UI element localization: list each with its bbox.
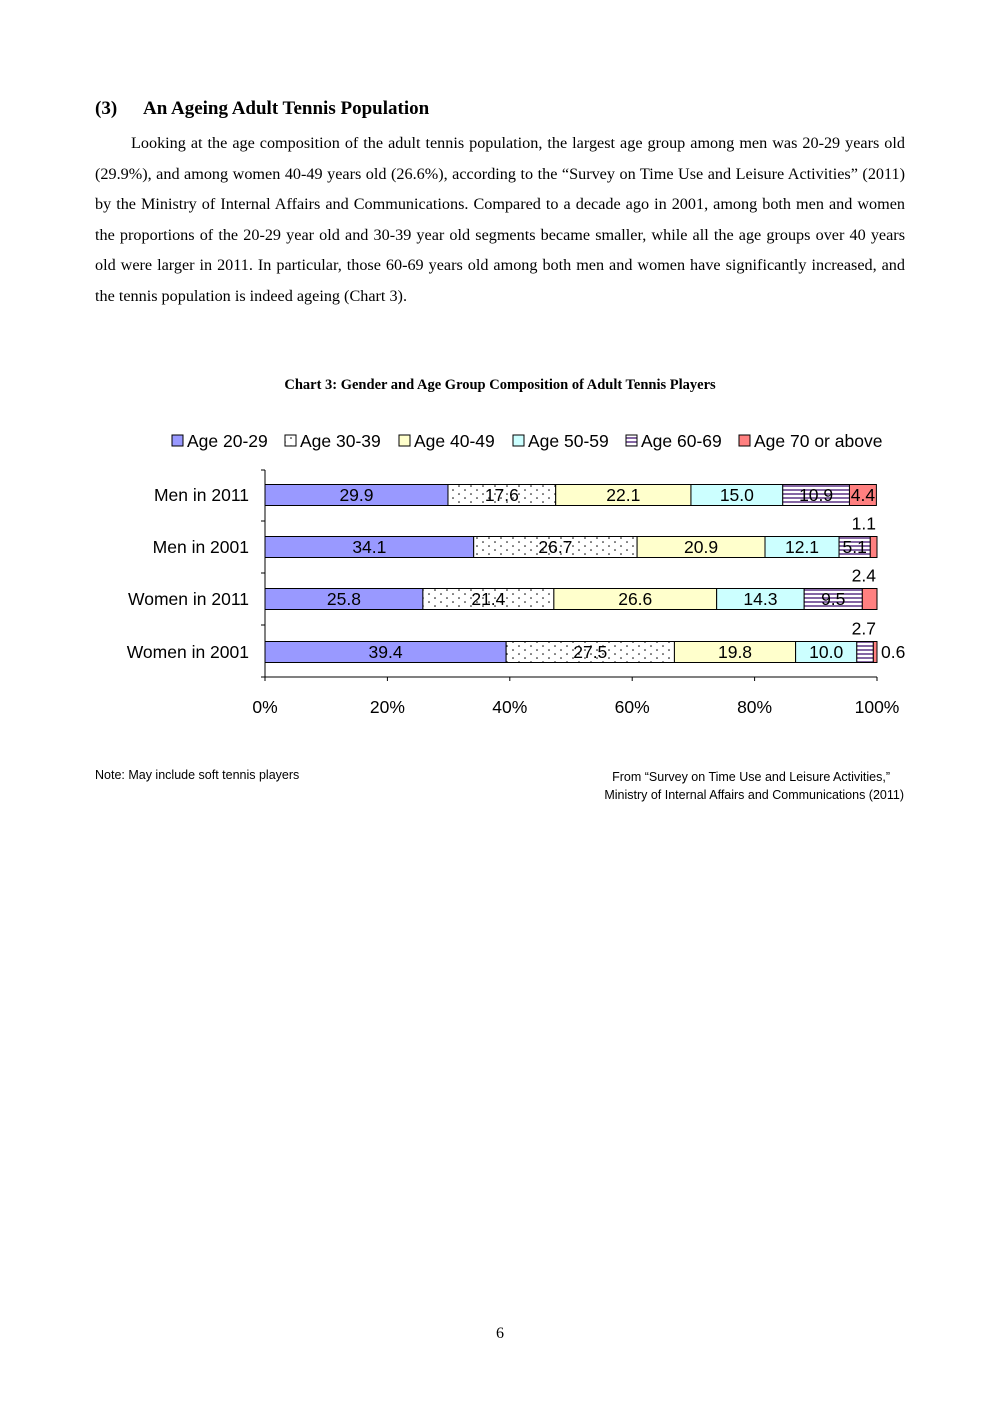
body-paragraph-text: Looking at the age composition of the adult tennis population, the largest age group among men was 20-29 years old (29.9%), and among women 40-49 years old (26.6%), according to the “Survey on Time Use and Leisure Activities” (2011) by the Ministry of Internal Affairs and Communications. Compared to a decade ago in 2001, among both men and women the proportions of the 20-29 year old and 30-39 year old segments became smaller, while all the age groups over 40 years old were larger in 2011. In particular, those 60-69 years old among both men and women have significantly increased, and the tennis population is indeed ageing (Chart 3). — [95, 134, 905, 305]
data-label-age-40-49-women-in-2011: 26.6 — [618, 589, 653, 609]
legend-swatch-age-70-or-above — [739, 435, 750, 446]
page-number: 6 — [496, 1325, 504, 1342]
data-label-age-20-29-women-in-2011: 25.8 — [326, 589, 361, 609]
chart-note: Note: May include soft tennis players — [95, 768, 300, 782]
category-label-men-in-2001: Men in 2001 — [152, 537, 249, 557]
x-tick-label: 60% — [614, 697, 650, 717]
body-paragraph — [95, 128, 905, 311]
x-tick-label: 80% — [737, 697, 773, 717]
legend-label-age-50-59: Age 50-59 — [528, 431, 609, 451]
data-label-age-20-29-women-in-2001: 39.4 — [368, 642, 403, 662]
chart-title: Chart 3: Gender and Age Group Composition of Adult Tennis Players — [284, 377, 716, 393]
data-label-age-30-39-men-in-2001: 26.7 — [538, 537, 573, 557]
data-label-age-60-69-women-in-2011: 9.5 — [821, 589, 846, 609]
legend-swatch-age-40-49 — [399, 435, 410, 446]
data-label-age-20-29-men-in-2001: 34.1 — [352, 537, 387, 557]
legend-swatch-age-20-29 — [172, 435, 183, 446]
legend-swatch-age-60-69 — [626, 435, 637, 446]
data-label-age-50-59-men-in-2001: 12.1 — [784, 537, 820, 557]
chart-legend — [172, 431, 882, 451]
data-label-age-70-or-above-women-in-2011: 2.4 — [851, 565, 876, 586]
data-label-age-70-or-above-men-in-2001: 1.1 — [851, 513, 876, 534]
stacked-bar-chart — [0, 420, 1000, 730]
legend-swatch-age-30-39 — [285, 435, 296, 446]
bar-age-70-or-above-men-in-2001 — [870, 537, 877, 558]
data-label-age-40-49-men-in-2011: 22.1 — [606, 485, 641, 505]
bar-age-70-or-above-women-in-2011 — [862, 589, 877, 610]
legend-label-age-70-or-above: Age 70 or above — [754, 431, 883, 451]
legend-label-age-40-49: Age 40-49 — [414, 431, 495, 451]
data-label-age-60-69-men-in-2001: 5.1 — [842, 537, 867, 557]
x-tick-label: 0% — [252, 697, 278, 717]
plot-area — [127, 470, 906, 717]
legend-swatch-age-50-59 — [513, 435, 524, 446]
x-tick-label: 100% — [854, 697, 900, 717]
data-label-age-60-69-men-in-2011: 10.9 — [799, 485, 834, 505]
data-label-age-70-or-above-women-in-2001: 0.6 — [881, 642, 906, 662]
data-label-age-20-29-men-in-2011: 29.9 — [339, 485, 374, 505]
source-line-1: From “Survey on Time Use and Leisure Activities,” — [612, 770, 890, 784]
data-label-age-60-69-women-in-2001: 2.7 — [851, 618, 876, 639]
data-label-age-50-59-women-in-2011: 14.3 — [743, 589, 778, 609]
data-label-age-30-39-women-in-2011: 21.4 — [471, 589, 506, 609]
section-number: (3) — [95, 98, 118, 119]
x-tick-label: 20% — [369, 697, 405, 717]
category-label-women-in-2001: Women in 2001 — [126, 642, 249, 662]
data-label-age-70-or-above-men-in-2011: 4.4 — [850, 485, 876, 505]
source-line-2: Ministry of Internal Affairs and Communications (2011) — [604, 788, 904, 802]
data-label-age-40-49-women-in-2001: 19.8 — [717, 642, 753, 662]
data-label-age-30-39-men-in-2011: 17.6 — [484, 485, 519, 505]
bar-age-70-or-above-women-in-2001 — [873, 642, 877, 663]
data-label-age-30-39-women-in-2001: 27.5 — [573, 642, 608, 662]
legend-label-age-30-39: Age 30-39 — [300, 431, 381, 451]
chart-source — [604, 768, 904, 804]
section-heading — [95, 98, 429, 120]
x-tick-label: 40% — [492, 697, 528, 717]
legend-label-age-20-29: Age 20-29 — [187, 431, 268, 451]
section-title: An Ageing Adult Tennis Population — [143, 98, 430, 119]
category-label-men-in-2011: Men in 2011 — [153, 485, 249, 505]
data-label-age-50-59-men-in-2011: 15.0 — [719, 485, 754, 505]
data-label-age-50-59-women-in-2001: 10.0 — [809, 642, 844, 662]
data-label-age-40-49-men-in-2001: 20.9 — [684, 537, 719, 557]
legend-label-age-60-69: Age 60-69 — [641, 431, 722, 451]
category-label-women-in-2011: Women in 2011 — [128, 589, 249, 609]
bar-age-60-69-women-in-2001 — [857, 642, 874, 663]
